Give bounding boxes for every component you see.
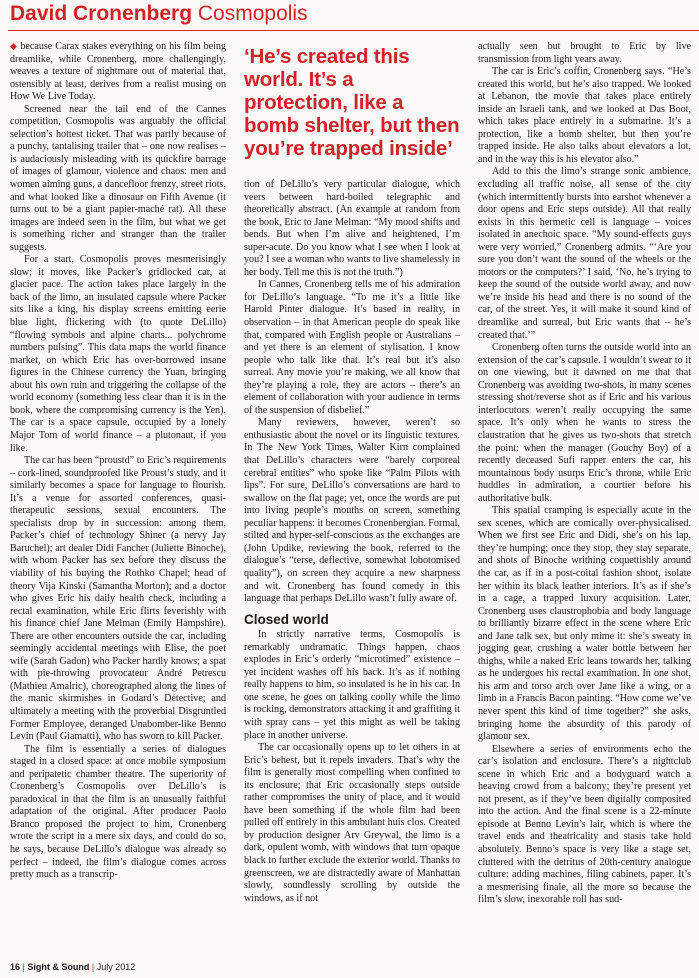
paragraph: This spatial cramping is especially acute in the sex scenes, which are comically over-physicalised. When we first see Eric and Didi, she’s on his lap, they’re humping; once they stop, they stay separate, and shots of Binoche writhing coquettishly around the car, as if in a post-coital fashion shoot, isolate her within its black leather interiors. It’s as if she’s in a cage, a trapped luxury acquisition. Later, Cronenberg uses claustrophobia and body language to brilliantly bizarre effect in the scene where Eric and Jane talk sex, but only mime it: she’s sweaty in jogging gear, crushing a water bottle between her thighs, while a naked Eric leans towards her, talking as he undergoes his rectal examination. In one shot, his arm and torso arch over Jane like a wing, or a limb in a Francis Bacon painting. “How come we’ve never spent this kind of time together?” she asks, bringing home the absurdity of this parody of glamour sex. [478, 505, 691, 743]
header-title [10, 2, 308, 26]
paragraph: The car has been “proustd” to Eric’s requirements – cork-lined, soundproofed like Proust’s study, and it similarly becomes a space for language to flourish. It’s a venue for assorted conferences, quasi-therapeutic sessions, sexual encounters. The specialists drop by in succession: among them, Packer’s chief of technology Shiner (a nervy Jay Baruchel); art dealer Didi Fancher (Juliette Binoche), with whom Packer has sex before they discuss the viability of his buying the Rothko Chapel; head of theory Vija Kinski (Samantha Morton); and a doctor who gives Eric his daily health check, including a rectal examination, while Eric flirts feverishly with his finance chief Jane Melman (Emily Hampshire). There are other encounters outside the car, including seemingly accidental meetings with Elise, the poet wife (Sarah Gadon) who Packer hardly knows; a spat with pie-throwing provocateur André Petrescu (Mathieu Amalric), choreographed along the lines of the manic skirmishes in Godard’s Détective; and ultimately a meeting with the proverbial Disgruntled Former Employee, deranged Unabomber-like Benno Levin (Paul Giamatti), who has sworn to kill Packer. [10, 455, 226, 743]
issue-date: July 2012 [96, 962, 136, 972]
paragraph: In Cannes, Cronenberg tells me of his admiration for DeLillo’s language. “To me it’s a little like Harold Pinter dialogue. It’s based in reality, in observation – in that American people do speak like that, compared with English people or Australians – and yet there is an element of stylisation. I know people who talk like that. It’s real but it’s also surreal. Any movie you’re making, we all know that they’re playing a role, they are actors – there’s an element of collaboration with your audience in terms of the suspension of disbelief.” [244, 279, 460, 416]
column-2 [244, 41, 460, 905]
page-header [0, 0, 699, 34]
column-1 [10, 41, 226, 882]
footer-separator: | [22, 962, 25, 972]
paragraph: Many reviewers, however, weren’t so enthusiastic about the novel or its linguistic textures. In The New York Times, Walter Kirn complained that DeLillo’s characters were “barely corporeal cerebral entities” who spoke like “Palm Pilots with lips”. For sure, DeLillo’s conversations are hard to swallow on the flat page; yet, once the words are put into living people’s mouths on screen, something peculiar happens: it becomes Cronenbergian. Formal, stilted and hyper-self-conscious as the exchanges are (John Updike, reviewing the book, referred to the dialogue’s “terse, deflective, somewhat lobotomised quality”), on screen they acquire a new sharpness and wit. Cronenberg has found comedy in this language that perhaps DeLillo wasn’t fully aware of. [244, 417, 460, 605]
pull-quote: ‘He’s created this world. It’s a protection, like a bomb shelter, but then you’re trapped inside’ [244, 45, 460, 160]
header-rule [8, 30, 699, 31]
paragraph: The car occasionally opens up to let others in at Eric’s behest, but it repels invaders. That’s why the film is generally most compelling when confined to its enclosure; that Eric occasionally steps outside rather compromises the unity of place, and it would have been something if the whole film had been pulled off entirely in this ambulant huis clos. Created by production designer Arv Greywal, the limo is a dark, opulent womb, with windows that turn opaque black to further exclude the exterior world. Thanks to greenscreen, we are distractedly aware of Manhattan slowly, soundlessly scrolling by outside the windows, as if not [244, 742, 460, 904]
section-subhead: Closed world [244, 611, 329, 627]
paragraph: For a start, Cosmopolis proves mesmerisingly slow; it moves, like Packer’s gridlocked car, at glacier pace. The action takes place largely in the back of the limo, an insulated capsule where Packer sits like a king, his display screens emitting eerie blue light, flickering with (to quote DeLillo) “flowing symbols and alpine charts... polychrome numbers pulsing”. This data maps the world finance market, on which Eric has over-borrowed insane figures in the Chinese currency the Yuan, bringing about his own ruin and triggering the collapse of the world economy (something less clear than it is in the book, where the compromising currency is the Yen). The car is a space capsule, occupied by a lonely Major Tom of world finance – a plutonaut, if you like. [10, 254, 226, 454]
column-3 [478, 41, 691, 907]
header-film-title: Cosmopolis [197, 2, 308, 25]
paragraph: Screened near the tail end of the Cannes competition, Cosmopolis was arguably the official selection’s hottest ticket. That was partly because of a punchy, tantalising trailer that – one now realises – is audaciously misleading with its quickfire barrage of images of glamour, violence and chaos: men and women aiming guns, a dancefloor frenzy, street riots, and what looked like a dinosaur on Fifth Avenue (it turns out to be a giant papier-maché rat). All these images are indeed seen in the film, but what we get is something richer and stranger than the trailer suggests. [10, 103, 226, 253]
page-footer [10, 962, 135, 972]
footer-separator: | [91, 962, 95, 972]
header-name: David Cronenberg [10, 2, 193, 25]
continuation-marker-icon: ◆ [10, 42, 18, 52]
paragraph-text: because Carax stakes everything on his film being dreamlike, while Cronenberg, more challengingly, weaves a texture of nightmare out of material that, ostensibly at least, derives from a realist musing on How We Live Today. [10, 41, 227, 103]
magazine-name: Sight & Sound [27, 962, 90, 972]
paragraph [10, 41, 226, 104]
paragraph: Cronenberg often turns the outside world into an extension of the car’s capsule. I wouldn’t swear to it on one viewing, but it dawned on me that that Cronenberg was avoiding two-shots, in many scenes stressing shot/reverse shot as if Eric and his various interlocutors weren’t really occupying the same space. It’s only when he wants to stress the claustration that he gives us two-shots that stretch the point: when the manager (Gouchy Boy) of a recently deceased Sufi rapper enters the car, his mountainous body usurps Eric’s throne, while Eric huddles in admiration, a courtier before his authoritative bulk. [478, 342, 691, 504]
paragraph: actually seen but brought to Eric by live transmission from light years away. [478, 41, 691, 65]
paragraph: Elsewhere a series of environments echo the car’s isolation and enclosure. There’s a nightclub scene in which Eric and a bodyguard watch a heaving crowd from a balcony; they’re present yet not present, as if they’ve been digitally composited into the action. And the final scene is a 22-minute episode at Benno Levin’s lair, which is where the travel ends and theatricality and stasis take hold absolutely. Benno’s space is very like a stage set, cluttered with the detritus of 20th-century analogue culture: adding machines, filing cabinets, paper. It’s a mesmerising finale, all the more so because the film’s slow, inexorable roll has sud- [478, 743, 691, 906]
paragraph: In strictly narrative terms, Cosmopolis is remarkably undramatic. Things happen, chaos explodes in Eric’s orderly “microtimed” existence – yet incident washes off his back. It’s as if nothing really happens to him, so insulated is he in his car. In one scene, he goes on talking coolly while the limo is rocking, demonstrators attacking it and graffiting it with spray cans – yet this might as well be taking place in another universe. [244, 629, 460, 741]
paragraph: The car is Eric’s coffin, Cronenberg says. “He’s created this world, but he’s also trapped. We looked at Lebanon, the movie that takes place entirely inside an Israeli tank, and we looked at Das Boot, which takes place entirely in a submarine. It’s a protection, like a bomb shelter, but then you’re trapped inside. He also talks about elevators a lot, and in the way this is his elevator also.” [478, 66, 691, 165]
paragraph: Add to this the limo’s strange sonic ambience, excluding all traffic noise, all sense of the city (which intermittently bursts into earshot whenever a door opens and Eric steps outside). All that really exists in this hermetic cell is language – voices isolated in anechoic space. “My sound-effects guys were very worried,” Cronenberg admits. “‘Are you sure you don’t want the sound of the wheels or the motors or the computers?’ I said, ‘No, he’s trying to keep the sound of the outside world away, and now we’re inside his head and there is no sound of the car, of the street. Yes, it will make it sound kind of dreamlike and surreal, but Eric wants that – he’s created that.’” [478, 166, 691, 341]
page-number: 16 [10, 962, 21, 972]
paragraph: The film is essentially a series of dialogues staged in a closed space: at once mobile symposium and peripatetic chamber theatre. The superiority of Cronenberg’s Cosmopolis over DeLillo’s is paradoxical in that the film is an unusually faithful adaptation of the original. After producer Paolo Branco proposed the project to him, Cronenberg wrote the script in a mere six days, and could do so, he says, because DeLillo’s dialogue was already so perfect – indeed, the film’s dialogue comes across pretty much as a transcrip- [10, 743, 226, 881]
paragraph: tion of DeLillo’s very particular dialogue, which veers between hard-boiled telegraphic and theoretically abstract. (An example at random from the book, Eric to Jane Melman: “My mood shifts and bends. But when I’m alive and heightened, I’m super-acute. Do you know what I see when I look at you? I see a woman who wants to live shamelessly in her body. Tell me this is not the truth.”) [244, 179, 460, 278]
